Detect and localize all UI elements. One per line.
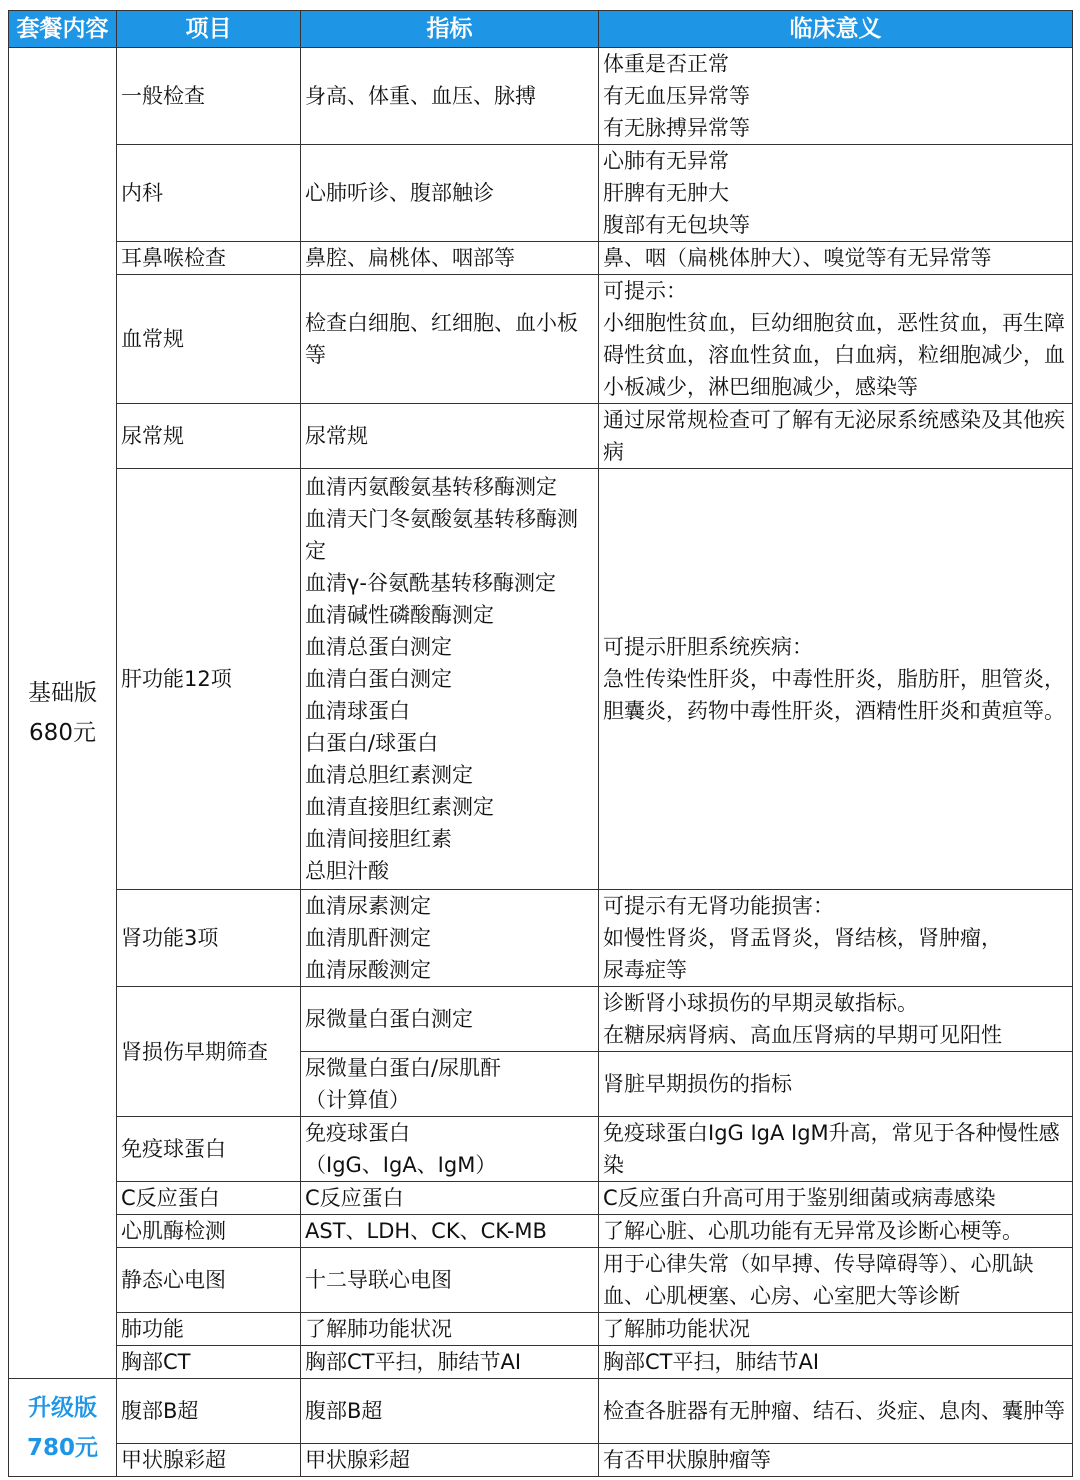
item-cell: 肾损伤早期筛查 [117,987,301,1117]
meaning-cell: 了解肺功能状况 [599,1313,1073,1346]
header-item: 项目 [117,11,301,48]
header-indicator: 指标 [301,11,599,48]
table-row [9,242,1073,275]
item-cell: 一般检查 [117,48,301,145]
indicator-cell: C反应蛋白 [301,1182,599,1215]
indicator-cell: 鼻腔、扁桃体、咽部等 [301,242,599,275]
meaning-cell: 体重是否正常 有无血压异常等 有无脉搏异常等 [599,48,1073,145]
table-row [9,1248,1073,1313]
item-cell: C反应蛋白 [117,1182,301,1215]
package-upgrade-name: 升级版 [28,1394,97,1421]
indicator-cell: 十二导联心电图 [301,1248,599,1313]
indicator-cell: 身高、体重、血压、脉搏 [301,48,599,145]
indicator-cell: 尿微量白蛋白测定 [301,987,599,1052]
table-row [9,1117,1073,1182]
header-meaning: 临床意义 [599,11,1073,48]
indicator-cell: AST、LDH、CK、CK-MB [301,1215,599,1248]
item-cell: 血常规 [117,275,301,404]
indicator-cell: 了解肺功能状况 [301,1313,599,1346]
item-cell: 内科 [117,145,301,242]
table-row [9,275,1073,404]
meaning-cell: 肾脏早期损伤的指标 [599,1052,1073,1117]
item-cell: 耳鼻喉检查 [117,242,301,275]
meaning-cell: 免疫球蛋白IgG IgA IgM升高，常见于各种慢性感染 [599,1117,1073,1182]
item-cell: 胸部CT [117,1346,301,1379]
meaning-cell: 有否甲状腺肿瘤等 [599,1444,1073,1477]
table-row [9,404,1073,469]
table-row [9,469,1073,890]
table-row [9,1379,1073,1444]
table-row [9,1444,1073,1477]
header-row [9,11,1073,48]
indicator-cell: 尿微量白蛋白/尿肌酐 （计算值） [301,1052,599,1117]
indicator-cell: 血清尿素测定 血清肌酐测定 血清尿酸测定 [301,890,599,987]
meaning-cell: 了解心脏、心肌功能有无异常及诊断心梗等。 [599,1215,1073,1248]
table-row [9,1313,1073,1346]
indicator-cell: 胸部CT平扫，肺结节AI [301,1346,599,1379]
package-table [8,10,1073,1477]
item-cell: 尿常规 [117,404,301,469]
meaning-cell: 诊断肾小球损伤的早期灵敏指标。 在糖尿病肾病、高血压肾病的早期可见阳性 [599,987,1073,1052]
indicator-cell: 血清丙氨酸氨基转移酶测定 血清天门冬氨酸氨基转移酶测定 血清γ-谷氨酰基转移酶测定 血清碱性磷酸酶测定 血清总蛋白测定 血清白蛋白测定 血清球蛋白 白蛋白/球蛋白 血清总胆红素测定 血清直接胆红素测定 血清间接胆红素 总胆汁酸 [301,469,599,890]
indicator-cell: 尿常规 [301,404,599,469]
item-cell: 静态心电图 [117,1248,301,1313]
header-package: 套餐内容 [9,11,117,48]
table-row [9,890,1073,987]
meaning-cell: 鼻、咽（扁桃体肿大）、嗅觉等有无异常等 [599,242,1073,275]
table-row [9,1346,1073,1379]
item-cell: 甲状腺彩超 [117,1444,301,1477]
indicator-cell: 检查白细胞、红细胞、血小板等 [301,275,599,404]
item-cell: 心肌酶检测 [117,1215,301,1248]
item-cell: 肾功能3项 [117,890,301,987]
package-basic-price: 680元 [29,720,96,746]
package-basic-name: 基础版 [28,680,97,706]
meaning-cell: 可提示肝胆系统疾病： 急性传染性肝炎，中毒性肝炎，脂肪肝，胆管炎，胆囊炎，药物中毒性肝炎，酒精性肝炎和黄疸等。 [599,469,1073,890]
meaning-cell: 心肺有无异常 肝脾有无肿大 腹部有无包块等 [599,145,1073,242]
meaning-cell: 用于心律失常（如早搏、传导障碍等）、心肌缺血、心肌梗塞、心房、心室肥大等诊断 [599,1248,1073,1313]
indicator-cell: 心肺听诊、腹部触诊 [301,145,599,242]
package-basic-cell [9,48,117,1379]
package-upgrade-cell [9,1379,117,1477]
table-row [9,48,1073,145]
item-cell: 腹部B超 [117,1379,301,1444]
item-cell: 肝功能12项 [117,469,301,890]
table-row [9,987,1073,1052]
table-row [9,1182,1073,1215]
meaning-cell: 可提示： 小细胞性贫血，巨幼细胞贫血，恶性贫血，再生障碍性贫血，溶血性贫血，白血病，粒细胞减少，血小板减少，淋巴细胞减少，感染等 [599,275,1073,404]
table-row [9,145,1073,242]
indicator-cell: 甲状腺彩超 [301,1444,599,1477]
meaning-cell: C反应蛋白升高可用于鉴别细菌或病毒感染 [599,1182,1073,1215]
meaning-cell: 通过尿常规检查可了解有无泌尿系统感染及其他疾病 [599,404,1073,469]
indicator-cell: 免疫球蛋白 （IgG、IgA、IgM） [301,1117,599,1182]
meaning-cell: 胸部CT平扫，肺结节AI [599,1346,1073,1379]
indicator-cell: 腹部B超 [301,1379,599,1444]
table-row [9,1215,1073,1248]
meaning-cell: 可提示有无肾功能损害： 如慢性肾炎，肾盂肾炎，肾结核，肾肿瘤， 尿毒症等 [599,890,1073,987]
meaning-cell: 检查各脏器有无肿瘤、结石、炎症、息肉、囊肿等 [599,1379,1073,1444]
item-cell: 免疫球蛋白 [117,1117,301,1182]
item-cell: 肺功能 [117,1313,301,1346]
package-upgrade-price: 780元 [26,1434,98,1461]
